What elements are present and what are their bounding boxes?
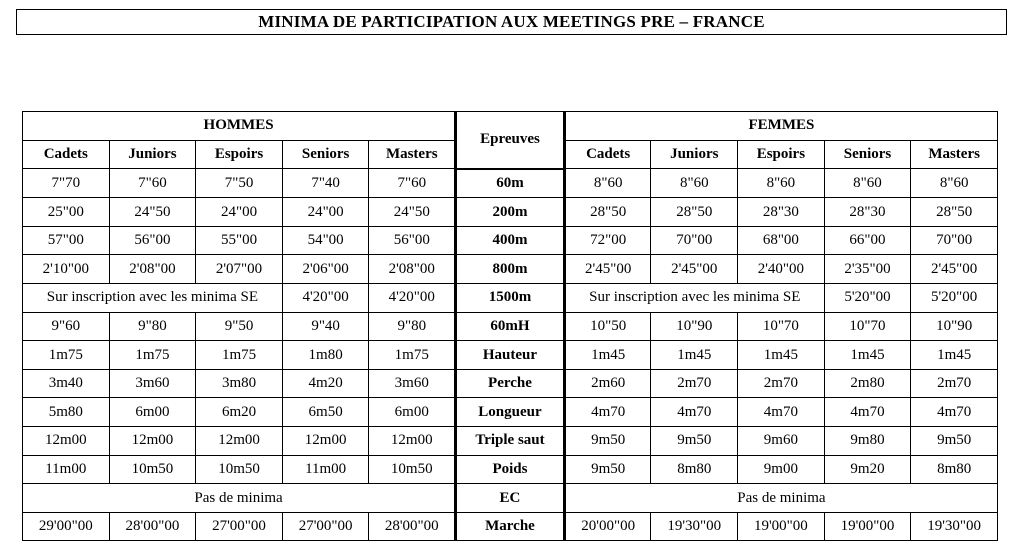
- hommes-value-cell: 10m50: [369, 455, 456, 484]
- hommes-value-cell: 5m80: [23, 398, 110, 427]
- femmes-value-cell: 10"50: [564, 312, 651, 341]
- femmes-value-cell: 2m80: [824, 369, 911, 398]
- hommes-header: HOMMES: [23, 112, 456, 141]
- femmes-value-cell: 4m70: [738, 398, 825, 427]
- hommes-value-cell: 9"80: [109, 312, 196, 341]
- hommes-value-cell: 28'00"00: [109, 512, 196, 541]
- femmes-value-cell: 2'40"00: [738, 255, 825, 284]
- hommes-value-cell: 12m00: [282, 427, 369, 456]
- epreuve-name: 200m: [456, 198, 565, 227]
- hommes-value-cell: 9"80: [369, 312, 456, 341]
- hommes-value-cell: 11m00: [23, 455, 110, 484]
- hommes-value-cell: 7"60: [369, 169, 456, 198]
- epreuve-name: Marche: [456, 512, 565, 541]
- hommes-value-cell: 3m80: [196, 369, 283, 398]
- table-row: [23, 398, 998, 427]
- hommes-category-header: Seniors: [282, 140, 369, 169]
- hommes-value-cell: 12m00: [109, 427, 196, 456]
- femmes-value-cell: 8m80: [911, 455, 998, 484]
- femmes-category-header: Seniors: [824, 140, 911, 169]
- epreuve-name: Poids: [456, 455, 565, 484]
- epreuve-name: EC: [456, 484, 565, 513]
- femmes-value-cell: 19'00"00: [824, 512, 911, 541]
- page-title: MINIMA DE PARTICIPATION AUX MEETINGS PRE – FRANCE: [16, 9, 1007, 35]
- femmes-value-cell: 2'45"00: [564, 255, 651, 284]
- table-row: [23, 484, 998, 513]
- femmes-value-cell: 1m45: [564, 341, 651, 370]
- epreuve-name: Perche: [456, 369, 565, 398]
- femmes-category-header: Cadets: [564, 140, 651, 169]
- epreuves-header: Epreuves: [456, 112, 565, 169]
- hommes-category-header: Masters: [369, 140, 456, 169]
- hommes-category-header: Cadets: [23, 140, 110, 169]
- hommes-inscription-note: Sur inscription avec les minima SE: [23, 284, 283, 313]
- femmes-value-cell: 8m80: [651, 455, 738, 484]
- femmes-value-cell: 8"60: [564, 169, 651, 198]
- table-row: [23, 198, 998, 227]
- femmes-header: FEMMES: [564, 112, 997, 141]
- femmes-value-cell: 4m70: [824, 398, 911, 427]
- hommes-value-cell: 11m00: [282, 455, 369, 484]
- hommes-value-cell: 2'10"00: [23, 255, 110, 284]
- hommes-value-cell: 6m00: [369, 398, 456, 427]
- femmes-value-cell: 2m70: [911, 369, 998, 398]
- femmes-value-cell: 10"70: [824, 312, 911, 341]
- hommes-value-cell: 6m00: [109, 398, 196, 427]
- femmes-category-header: Juniors: [651, 140, 738, 169]
- femmes-value-cell: 2'45"00: [911, 255, 998, 284]
- table-row: [23, 455, 998, 484]
- femmes-value-cell: 8"60: [651, 169, 738, 198]
- femmes-value-cell: 9m80: [824, 427, 911, 456]
- femmes-value-cell: 19'00"00: [738, 512, 825, 541]
- femmes-value-cell: 5'20"00: [911, 284, 998, 313]
- hommes-value-cell: 1m80: [282, 341, 369, 370]
- hommes-value-cell: 29'00"00: [23, 512, 110, 541]
- hommes-value-cell: 27'00"00: [196, 512, 283, 541]
- femmes-category-header: Espoirs: [738, 140, 825, 169]
- hommes-value-cell: 9"50: [196, 312, 283, 341]
- femmes-value-cell: 9m50: [911, 427, 998, 456]
- femmes-value-cell: 1m45: [911, 341, 998, 370]
- femmes-value-cell: 28"50: [564, 198, 651, 227]
- femmes-value-cell: 19'30"00: [651, 512, 738, 541]
- femmes-value-cell: 1m45: [651, 341, 738, 370]
- hommes-value-cell: 10m50: [196, 455, 283, 484]
- hommes-value-cell: 24"50: [369, 198, 456, 227]
- table-row: [23, 169, 998, 198]
- femmes-value-cell: 10"70: [738, 312, 825, 341]
- femmes-value-cell: 9m50: [564, 455, 651, 484]
- femmes-value-cell: 4m70: [651, 398, 738, 427]
- femmes-value-cell: 66"00: [824, 226, 911, 255]
- hommes-value-cell: 9"40: [282, 312, 369, 341]
- hommes-value-cell: 1m75: [369, 341, 456, 370]
- epreuve-name: Longueur: [456, 398, 565, 427]
- hommes-value-cell: 56"00: [369, 226, 456, 255]
- femmes-value-cell: 8"60: [824, 169, 911, 198]
- femmes-value-cell: 2m70: [738, 369, 825, 398]
- femmes-value-cell: 2m70: [651, 369, 738, 398]
- femmes-value-cell: 28"30: [738, 198, 825, 227]
- femmes-value-cell: 9m50: [651, 427, 738, 456]
- hommes-value-cell: 12m00: [369, 427, 456, 456]
- hommes-value-cell: 1m75: [23, 341, 110, 370]
- femmes-value-cell: 9m20: [824, 455, 911, 484]
- hommes-value-cell: 4m20: [282, 369, 369, 398]
- femmes-value-cell: 28"30: [824, 198, 911, 227]
- femmes-value-cell: 19'30"00: [911, 512, 998, 541]
- femmes-value-cell: 2'35"00: [824, 255, 911, 284]
- hommes-value-cell: 7"70: [23, 169, 110, 198]
- hommes-value-cell: 12m00: [196, 427, 283, 456]
- table-row: [23, 369, 998, 398]
- femmes-value-cell: 8"60: [738, 169, 825, 198]
- hommes-value-cell: 2'06"00: [282, 255, 369, 284]
- femmes-value-cell: 72"00: [564, 226, 651, 255]
- table-row: [23, 312, 998, 341]
- hommes-value-cell: 3m60: [109, 369, 196, 398]
- hommes-value-cell: 7"50: [196, 169, 283, 198]
- femmes-value-cell: 20'00"00: [564, 512, 651, 541]
- femmes-value-cell: 9m50: [564, 427, 651, 456]
- hommes-value-cell: 1m75: [109, 341, 196, 370]
- hommes-value-cell: 56"00: [109, 226, 196, 255]
- femmes-value-cell: 2m60: [564, 369, 651, 398]
- table-row: [23, 427, 998, 456]
- table-row: [23, 284, 998, 313]
- femmes-value-cell: 9m00: [738, 455, 825, 484]
- hommes-value-cell: 24"00: [282, 198, 369, 227]
- hommes-value-cell: 28'00"00: [369, 512, 456, 541]
- femmes-value-cell: 70"00: [911, 226, 998, 255]
- hommes-value-cell: 27'00"00: [282, 512, 369, 541]
- femmes-value-cell: 68"00: [738, 226, 825, 255]
- hommes-value-cell: 1m75: [196, 341, 283, 370]
- table-row: [23, 226, 998, 255]
- femmes-no-minima: Pas de minima: [564, 484, 997, 513]
- hommes-value-cell: 4'20"00: [282, 284, 369, 313]
- hommes-value-cell: 3m40: [23, 369, 110, 398]
- hommes-value-cell: 2'07"00: [196, 255, 283, 284]
- hommes-value-cell: 2'08"00: [109, 255, 196, 284]
- minima-table: [22, 111, 998, 541]
- epreuve-name: 1500m: [456, 284, 565, 313]
- table-body: [23, 169, 998, 541]
- hommes-value-cell: 25"00: [23, 198, 110, 227]
- femmes-value-cell: 1m45: [738, 341, 825, 370]
- femmes-value-cell: 8"60: [911, 169, 998, 198]
- epreuve-name: 800m: [456, 255, 565, 284]
- table-row: [23, 255, 998, 284]
- hommes-value-cell: 57"00: [23, 226, 110, 255]
- hommes-value-cell: 4'20"00: [369, 284, 456, 313]
- femmes-value-cell: 9m60: [738, 427, 825, 456]
- hommes-category-header: Espoirs: [196, 140, 283, 169]
- femmes-value-cell: 10"90: [911, 312, 998, 341]
- femmes-value-cell: 28"50: [911, 198, 998, 227]
- hommes-value-cell: 3m60: [369, 369, 456, 398]
- epreuve-name: Hauteur: [456, 341, 565, 370]
- hommes-value-cell: 6m50: [282, 398, 369, 427]
- hommes-value-cell: 24"00: [196, 198, 283, 227]
- hommes-value-cell: 2'08"00: [369, 255, 456, 284]
- table-row: [23, 341, 998, 370]
- epreuve-name: 400m: [456, 226, 565, 255]
- hommes-value-cell: 9"60: [23, 312, 110, 341]
- table-row: [23, 512, 998, 541]
- femmes-value-cell: 4m70: [564, 398, 651, 427]
- femmes-value-cell: 1m45: [824, 341, 911, 370]
- femmes-value-cell: 2'45"00: [651, 255, 738, 284]
- hommes-value-cell: 7"40: [282, 169, 369, 198]
- hommes-value-cell: 12m00: [23, 427, 110, 456]
- femmes-value-cell: 10"90: [651, 312, 738, 341]
- epreuve-name: Triple saut: [456, 427, 565, 456]
- epreuve-name: 60mH: [456, 312, 565, 341]
- hommes-value-cell: 55"00: [196, 226, 283, 255]
- hommes-value-cell: 6m20: [196, 398, 283, 427]
- epreuve-name: 60m: [456, 169, 565, 198]
- femmes-inscription-note: Sur inscription avec les minima SE: [564, 284, 824, 313]
- femmes-value-cell: 70"00: [651, 226, 738, 255]
- femmes-value-cell: 28"50: [651, 198, 738, 227]
- femmes-value-cell: 5'20"00: [824, 284, 911, 313]
- hommes-value-cell: 7"60: [109, 169, 196, 198]
- hommes-value-cell: 10m50: [109, 455, 196, 484]
- femmes-category-header: Masters: [911, 140, 998, 169]
- hommes-no-minima: Pas de minima: [23, 484, 456, 513]
- femmes-value-cell: 4m70: [911, 398, 998, 427]
- hommes-category-header: Juniors: [109, 140, 196, 169]
- hommes-value-cell: 54"00: [282, 226, 369, 255]
- hommes-value-cell: 24"50: [109, 198, 196, 227]
